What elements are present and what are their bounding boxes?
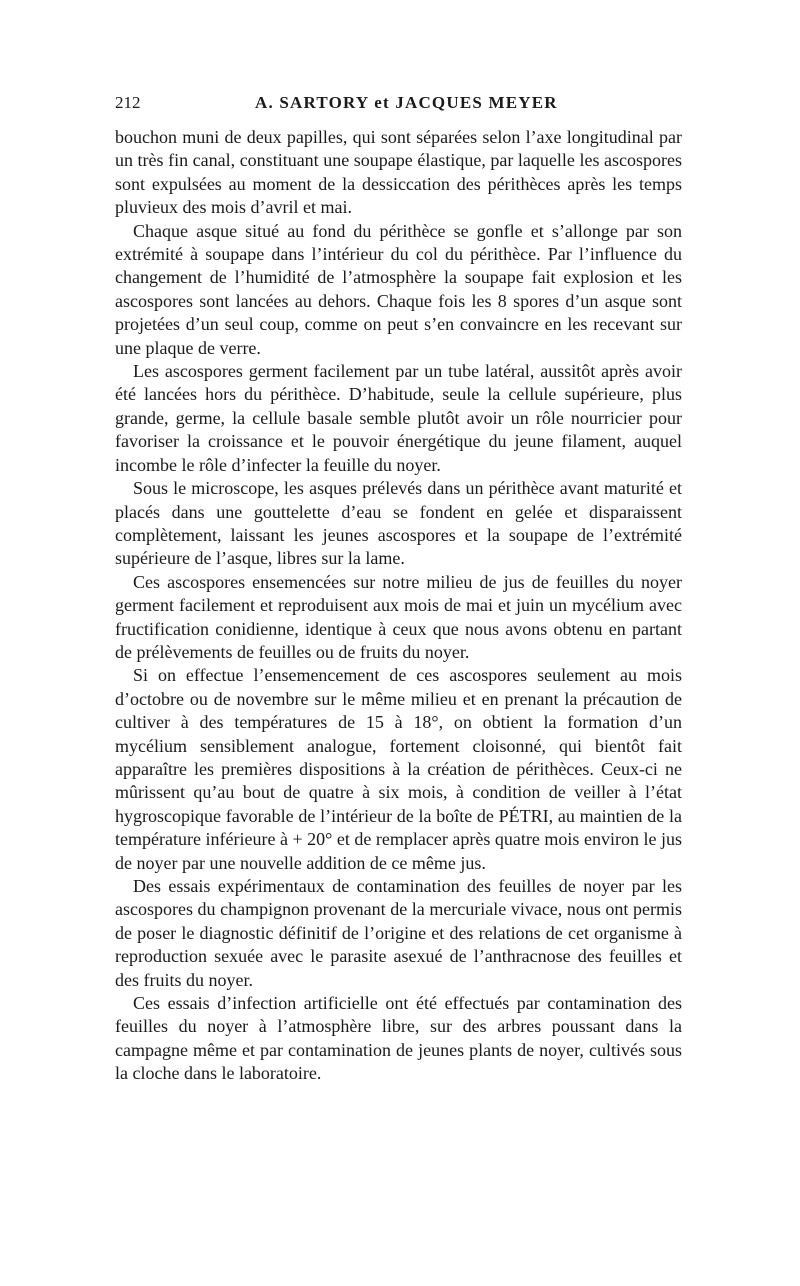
paragraph: Ces ascospores ensemencées sur notre milieu de jus de feuilles du noyer germent facilement et reproduisent aux mois de mai et juin un mycélium avec fructification conidienne, identique à ceux que nous avons obtenu en partant de prélèvements de feuilles ou de fruits du noyer. <box>115 571 682 662</box>
body-text <box>115 126 682 1086</box>
paragraph: Chaque asque situé au fond du périthèce se gonfle et s’allonge par son extrémité à soupape dans l’intérieur du col du périthèce. Par l’influence du changement de l’humidité de l’atmosphère la soupape fait explosion et les ascospores sont lancées au dehors. Chaque fois les 8 spores d’un asque sont projetées d’un seul coup, comme on peut s’en convaincre en les recevant sur une plaque de verre. <box>115 220 682 358</box>
paragraph: Si on effectue l’ensemencement de ces ascospores seulement au mois d’octobre ou de novembre sur le même milieu et en prenant la précaution de cultiver à des températures de 15 à 18°, on obtient la formation d’un mycélium sensiblement analogue, fortement cloisonné, qui bientôt fait apparaître les premières dispositions à la création de périthèces. Ceux-ci ne mûrissent qu’au bout de quatre à six mois, à condition de veiller à l’état hygroscopique favorable de l’intérieur de la boîte de PÉTRI, au maintien de la température inférieure à + 20° et de remplacer après quatre mois environ le jus de noyer par une nouvelle addition de ce même jus. <box>115 665 682 873</box>
paragraph: Ces essais d’infection artificielle ont été effectués par contamination des feuilles du noyer à l’atmosphère libre, sur des arbres poussant dans la campagne même et par contamination de jeunes plants de noyer, cultivés sous la cloche dans le laboratoire. <box>115 993 682 1084</box>
page-number: 212 <box>115 93 141 112</box>
running-head <box>115 93 682 117</box>
running-title: A. SARTORY et JACQUES MEYER <box>255 93 558 112</box>
paragraph: Des essais expérimentaux de contamination des feuilles de noyer par les ascospores du champignon provenant de la mercuriale vivace, nous ont permis de poser le diagnostic définitif de l’origine et des relations de cet organisme à reproduction sexuée avec le parasite asexué de l’anthracnose des feuilles et des fruits du noyer. <box>115 876 682 990</box>
paragraph: Sous le microscope, les asques prélevés dans un périthèce avant maturité et placés dans une gouttelette d’eau se fondent en gelée et disparaissent complètement, laissant les jeunes ascospores et la soupape de l’extrémité supérieure de l’asque, libres sur la lame. <box>115 478 682 569</box>
paragraph: Les ascospores germent facilement par un tube latéral, aussitôt après avoir été lancées hors du périthèce. D’habitude, seule la cellule supérieure, plus grande, germe, la cellule basale semble plutôt avoir un rôle nourricier pour favoriser la croissance et le pouvoir énergétique du jeune filament, auquel incombe le rôle d’infecter la feuille du noyer. <box>115 361 682 475</box>
paragraph-continued: bouchon muni de deux papilles, qui sont séparées selon l’axe longitudinal par un très fin canal, constituant une soupape élastique, par laquelle les ascospores sont expulsées au moment de la dessiccation des périthèces après les temps pluvieux des mois d’avril et mai. <box>115 127 682 218</box>
